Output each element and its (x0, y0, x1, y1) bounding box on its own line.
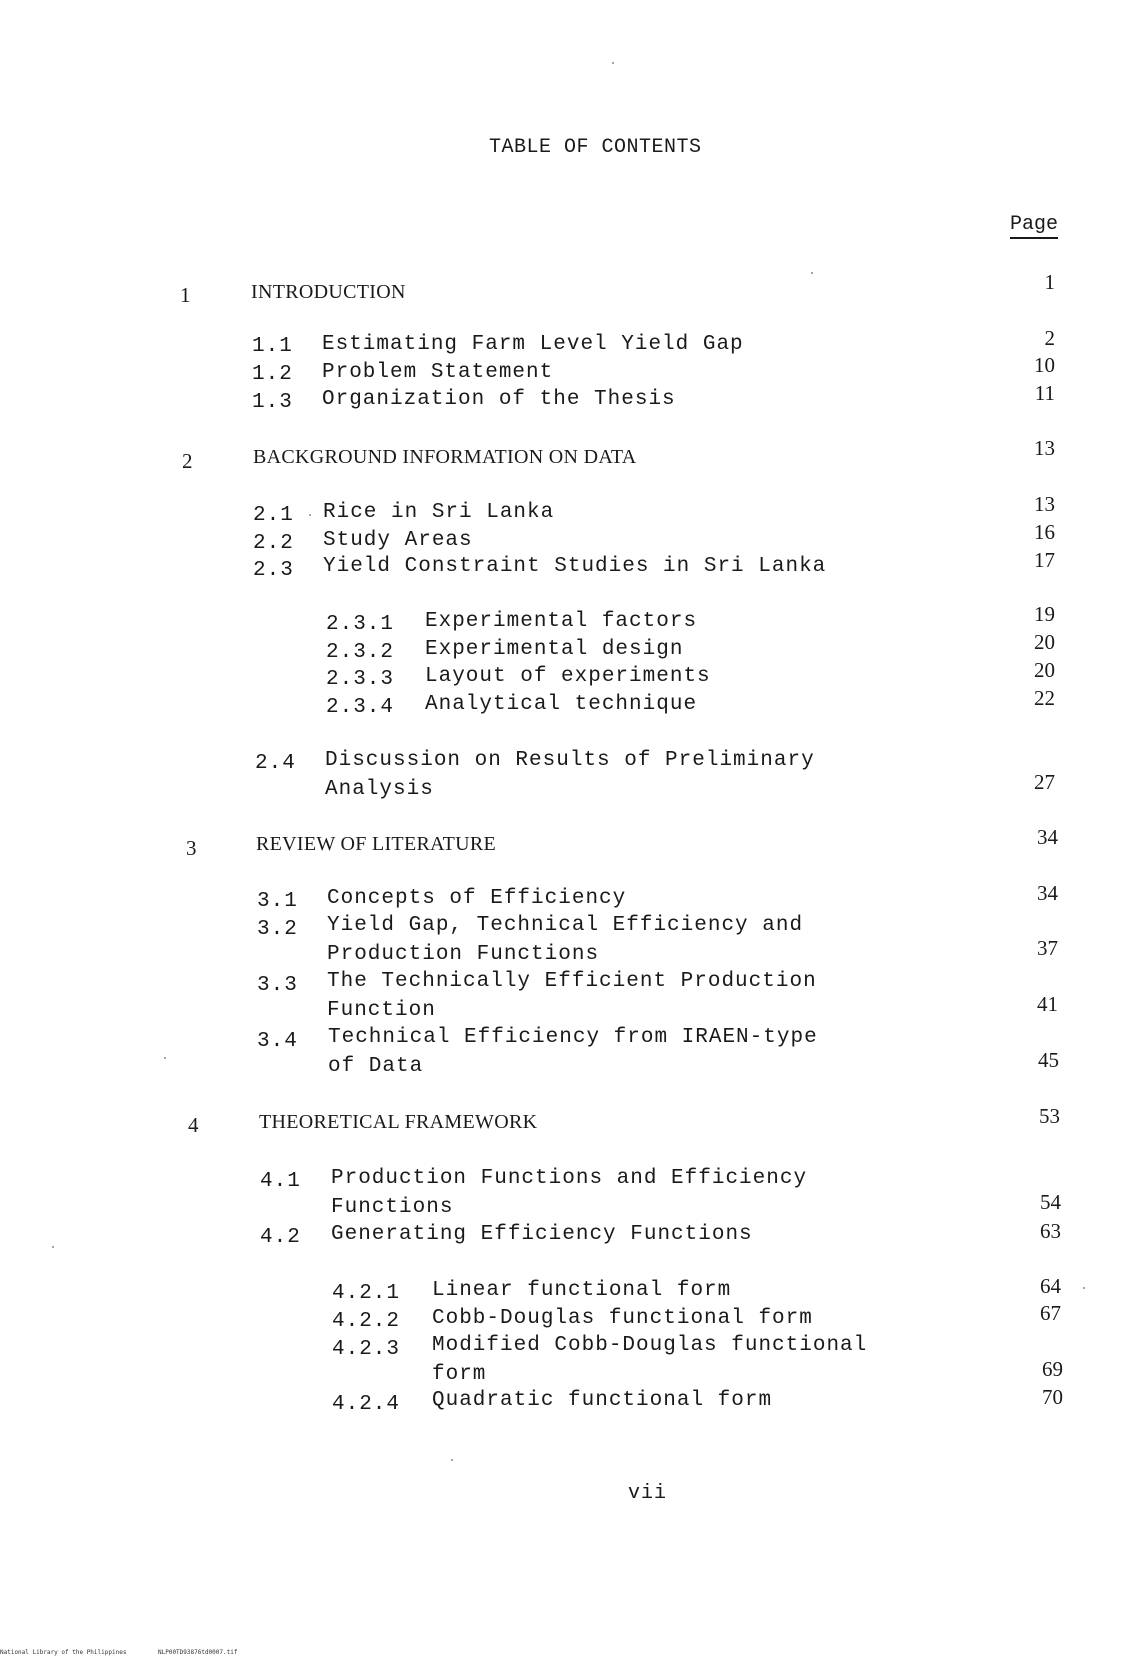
chapter-number: 2 (182, 449, 193, 473)
subsection-page: 69 (1042, 1357, 1063, 1381)
section-title: Yield Constraint Studies in Sri Lanka (323, 555, 827, 578)
section-title: Generating Efficiency Functions (331, 1223, 753, 1246)
subsection-title: Experimental factors (425, 610, 698, 633)
chapter-title: INTRODUCTION (251, 281, 406, 303)
section-page: 2 (1044, 326, 1055, 350)
chapter-number: 4 (188, 1113, 199, 1137)
scan-speck (811, 272, 813, 274)
scan-speck (52, 1246, 54, 1248)
subsection-number: 2.3.1 (326, 613, 395, 636)
subsection-title: Analytical technique (425, 693, 698, 716)
section-title: Problem Statement (322, 361, 554, 384)
section-title-continued: of Data (328, 1055, 424, 1078)
subsection-page: 64 (1040, 1274, 1061, 1298)
section-number: 1.2 (252, 363, 293, 386)
section-page: 11 (1034, 381, 1055, 405)
section-number: 3.1 (257, 890, 298, 913)
subsection-title: Modified Cobb-Douglas functional (432, 1334, 868, 1357)
subsection-title: Experimental design (425, 638, 684, 661)
section-number: 4.1 (260, 1170, 301, 1193)
section-title-continued: Function (327, 999, 436, 1022)
chapter-title: BACKGROUND INFORMATION ON DATA (253, 446, 637, 468)
subsection-number: 2.3.2 (326, 641, 395, 664)
subsection-page: 19 (1034, 602, 1055, 626)
subsection-title: Layout of experiments (425, 665, 711, 688)
scan-speck (309, 514, 311, 516)
section-number: 2.3 (253, 559, 294, 582)
subsection-title: Cobb-Douglas functional form (432, 1307, 813, 1330)
chapter-title: THEORETICAL FRAMEWORK (259, 1111, 538, 1133)
section-number: 3.3 (257, 974, 298, 997)
section-title: Study Areas (323, 529, 473, 552)
section-page: 54 (1040, 1190, 1061, 1214)
subsection-title: Linear functional form (432, 1279, 732, 1302)
chapter-page: 13 (1034, 436, 1055, 460)
subsection-page: 70 (1042, 1385, 1063, 1409)
subsection-title-continued: form (432, 1363, 487, 1386)
scan-speck (164, 1057, 166, 1059)
footer-source: National Library of the Philippines (0, 1649, 127, 1656)
section-title: Rice in Sri Lanka (323, 501, 555, 524)
section-page: 45 (1038, 1048, 1059, 1072)
section-number: 3.2 (257, 918, 298, 941)
subsection-number: 4.2.3 (332, 1338, 401, 1361)
section-page: 10 (1034, 353, 1055, 377)
section-title-continued: Analysis (325, 778, 434, 801)
subsection-number: 2.3.4 (326, 696, 395, 719)
page-title: TABLE OF CONTENTS (489, 136, 702, 159)
section-title: Estimating Farm Level Yield Gap (322, 333, 744, 356)
scan-speck (451, 1459, 453, 1461)
section-number: 1.1 (252, 335, 293, 358)
section-title: Yield Gap, Technical Efficiency and (327, 914, 804, 937)
chapter-page: 53 (1039, 1104, 1060, 1128)
chapter-number: 1 (180, 283, 191, 307)
section-number: 3.4 (257, 1030, 298, 1053)
subsection-number: 4.2.1 (332, 1282, 401, 1305)
subsection-page: 20 (1034, 658, 1055, 682)
section-number: 1.3 (252, 391, 293, 414)
chapter-page: 34 (1037, 825, 1058, 849)
section-number: 2.1 (253, 504, 294, 527)
section-page: 17 (1034, 548, 1055, 572)
section-page: 27 (1034, 770, 1055, 794)
footer-filename: NLP00TD93876td0007.tif (158, 1649, 238, 1656)
chapter-number: 3 (186, 836, 197, 860)
section-title: The Technically Efficient Production (327, 970, 817, 993)
section-page: 13 (1034, 492, 1055, 516)
section-title: Organization of the Thesis (322, 388, 676, 411)
section-page: 34 (1037, 881, 1058, 905)
section-number: 4.2 (260, 1226, 301, 1249)
subsection-page: 67 (1040, 1301, 1061, 1325)
section-number: 2.2 (253, 532, 294, 555)
section-title: Technical Efficiency from IRAEN-type (328, 1026, 818, 1049)
section-number: 2.4 (255, 752, 296, 775)
scan-speck (612, 62, 614, 64)
chapter-title: REVIEW OF LITERATURE (256, 833, 497, 855)
section-title: Discussion on Results of Preliminary (325, 749, 815, 772)
section-page: 37 (1037, 936, 1058, 960)
chapter-page: 1 (1044, 270, 1055, 294)
subsection-page: 22 (1034, 686, 1055, 710)
section-title-continued: Functions (331, 1196, 454, 1219)
section-title: Concepts of Efficiency (327, 887, 627, 910)
subsection-number: 4.2.2 (332, 1310, 401, 1333)
subsection-number: 2.3.3 (326, 668, 395, 691)
subsection-page: 20 (1034, 630, 1055, 654)
section-page: 41 (1037, 992, 1058, 1016)
subsection-number: 4.2.4 (332, 1393, 401, 1416)
page-column-header: Page (1010, 215, 1058, 239)
subsection-title: Quadratic functional form (432, 1389, 773, 1412)
section-page: 16 (1034, 520, 1055, 544)
section-page: 63 (1040, 1219, 1061, 1243)
page-number: vii (628, 1482, 668, 1505)
scan-speck (1083, 1287, 1085, 1289)
section-title-continued: Production Functions (327, 943, 600, 966)
section-title: Production Functions and Efficiency (331, 1167, 808, 1190)
